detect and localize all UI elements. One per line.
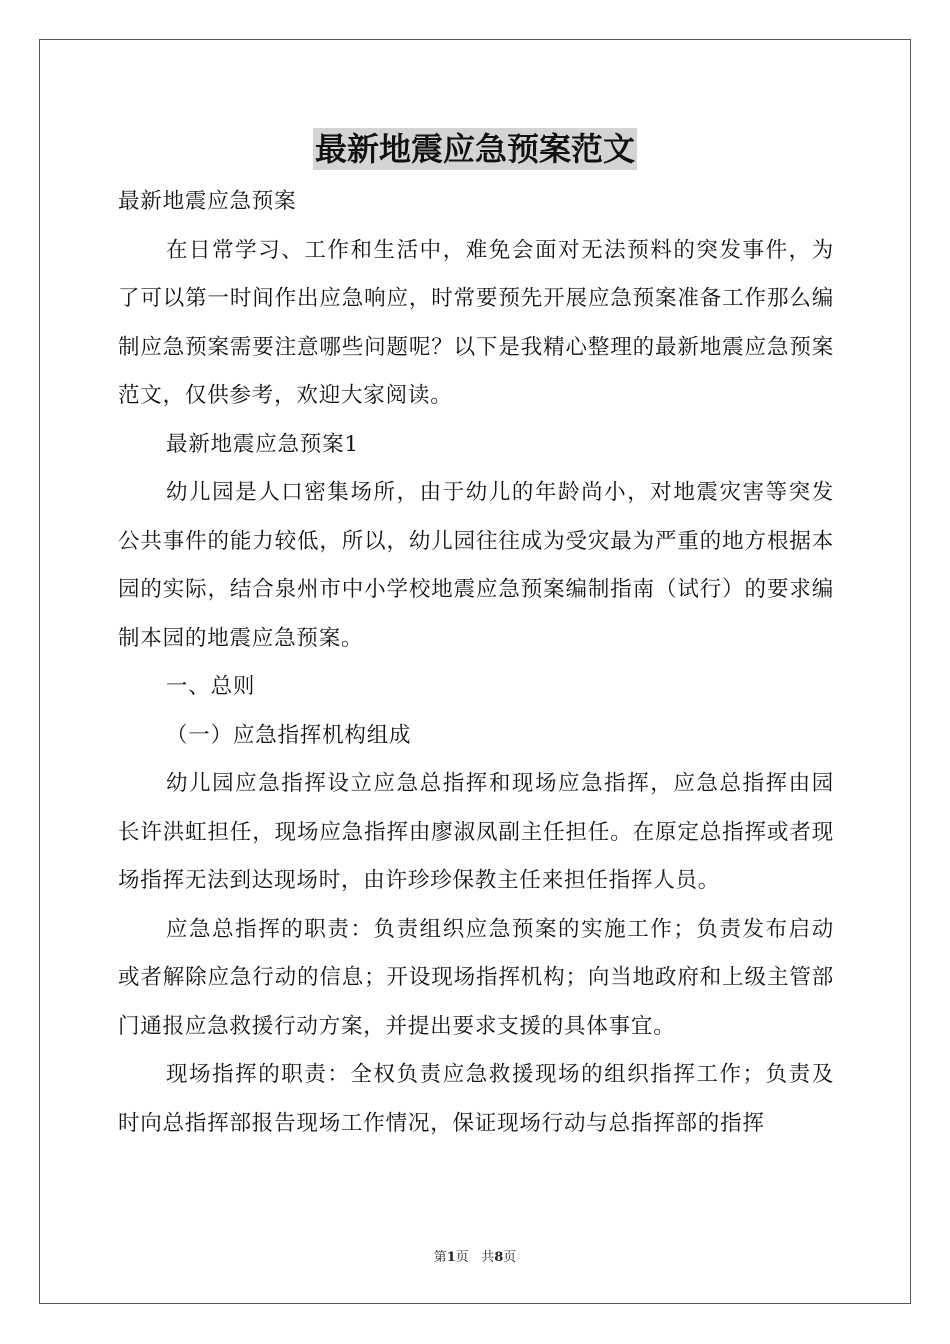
subsection-heading: （一）应急指挥机构组成 xyxy=(166,722,412,748)
total-suffix: 页 xyxy=(503,1250,517,1265)
title-wrapper xyxy=(0,128,950,170)
section-heading: 一、总则 xyxy=(166,674,256,699)
total-prefix: 共 xyxy=(481,1250,495,1265)
section-heading: 最新地震应急预案1 xyxy=(166,431,359,457)
page-footer xyxy=(0,1246,950,1265)
paragraph: 最新地震应急预案 xyxy=(118,189,297,214)
paragraph: 在日常学习、工作和生活中，难免会面对无法预料的突发事件，为了可以第一时间作出应急响应，时常要预先开展应急预案准备工作那么编制应急预案需要注意哪些问题呢？以下是我精心整理的最新地震应急预案范文，仅供参考，欢迎大家阅读。 xyxy=(118,237,834,408)
paragraph: 应急总指挥的职责：负责组织应急预案的实施工作；负责发布启动或者解除应急行动的信息；开设现场指挥机构；向当地政府和上级主管部门通报应急救援行动方案，并提出要求支援的具体事宜。 xyxy=(118,916,834,1039)
page-prefix: 第 xyxy=(433,1250,447,1265)
document-title: 最新地震应急预案范文 xyxy=(314,130,635,168)
document-body xyxy=(118,178,834,1148)
page-current: 1 xyxy=(446,1250,456,1265)
page-suffix: 页 xyxy=(455,1250,469,1265)
paragraph: 幼儿园是人口密集场所，由于幼儿的年龄尚小，对地震灾害等突发公共事件的能力较低，所以，幼儿园往往成为受灾最为严重的地方根据本园的实际，结合泉州市中小学校地震应急预案编制指南（试行）的要求编制本园的地震应急预案。 xyxy=(118,480,834,651)
page-total: 8 xyxy=(494,1250,504,1265)
paragraph: 幼儿园应急指挥设立应急总指挥和现场应急指挥，应急总指挥由园长许洪虹担任，现场应急指挥由廖淑凤副主任担任。在原定总指挥或者现场指挥无法到达现场时，由许珍珍保教主任来担任指挥人员。 xyxy=(118,771,834,893)
paragraph: 现场指挥的职责：全权负责应急救援现场的组织指挥工作；负责及时向总指挥部报告现场工作情况，保证现场行动与总指挥部的指挥 xyxy=(118,1062,834,1136)
